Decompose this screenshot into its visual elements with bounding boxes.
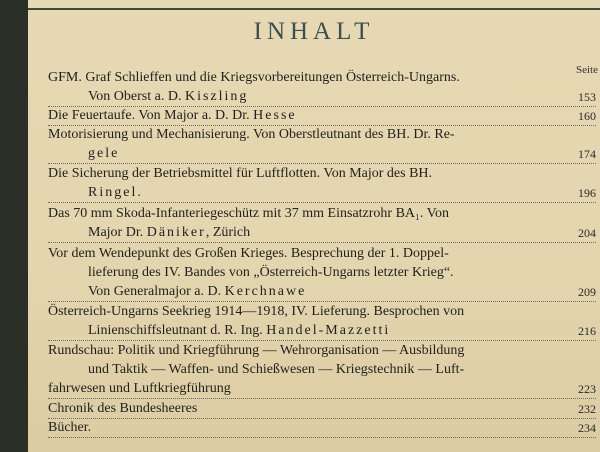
author-name: Hesse: [253, 108, 297, 123]
toc-entry[interactable]: [48, 244, 596, 302]
toc-entry[interactable]: [48, 302, 596, 341]
toc-page-number: 234: [578, 421, 596, 435]
toc-entry[interactable]: [48, 341, 596, 399]
toc-entry-line: Die Sicherung der Betriebsmittel für Luftflotten. Von Major des BH.: [48, 166, 433, 181]
toc-entry-line: Das 70 mm Skoda-Infanteriegeschütz mit 37 mm Einsatzrohr BA₁. Von: [48, 206, 449, 221]
toc-entry[interactable]: [48, 399, 596, 419]
toc-page-number: 223: [578, 382, 596, 396]
toc-entry-line: Ringel.: [88, 185, 141, 200]
author-name: Ringel: [88, 185, 138, 200]
toc-entry-line: Motorisierung und Mechanisierung. Von Oberstleutnant des BH. Dr. Re-: [48, 127, 455, 142]
toc-entry-line: Linienschiffsleutnant d. R. Ing. Handel-Mazzetti: [88, 323, 391, 338]
toc-page-number: 232: [578, 402, 596, 416]
toc-entry-line: Österreich-Ungarns Seekrieg 1914—1918, IV. Lieferung. Besprochen von: [48, 304, 465, 319]
toc-entry-line: Bücher.: [48, 420, 92, 435]
author-name: Kerchnawe: [224, 284, 307, 299]
author-name: Däniker: [146, 225, 206, 240]
page-column-header: Seite: [576, 64, 598, 76]
toc-entry[interactable]: [48, 204, 596, 243]
table-of-contents: [28, 0, 600, 452]
toc-entry[interactable]: [48, 164, 596, 203]
author-name: gele: [88, 146, 120, 161]
toc-entry-line: lieferung des IV. Bandes von „Österreich-Ungarns letzter Krieg“.: [88, 265, 454, 280]
author-name: Handel-Mazzetti: [266, 323, 391, 338]
toc-entry-line: Die Feuertaufe. Von Major a. D. Dr. Hesse: [48, 108, 297, 123]
book-page: [28, 0, 600, 452]
toc-entry[interactable]: [48, 68, 596, 107]
toc-page-number: 209: [578, 285, 596, 299]
toc-entry-line: fahrwesen und Luftkriegführung: [48, 381, 231, 396]
toc-entry-line: Major Dr. Däniker, Zürich: [88, 225, 251, 240]
page-title: INHALT: [253, 18, 375, 45]
toc-entry-line: Chronik des Bundesheeres: [48, 401, 198, 416]
toc-entry[interactable]: [48, 418, 596, 438]
toc-entry[interactable]: [48, 106, 596, 126]
toc-page-number: 153: [578, 90, 596, 104]
toc-page-number: 216: [578, 324, 596, 338]
author-name: Kiszling: [184, 89, 249, 104]
toc-entry-line: Von Oberst a. D. Kiszling: [88, 89, 249, 104]
toc-entry[interactable]: [48, 125, 596, 164]
toc-entry-line: und Taktik — Waffen- und Schießwesen — Kriegstechnik — Luft-: [88, 362, 465, 377]
toc-page-number: 196: [578, 186, 596, 200]
toc-page-number: 204: [578, 226, 596, 240]
toc-page-number: 160: [578, 109, 596, 123]
toc-entry-line: Vor dem Wendepunkt des Großen Krieges. Besprechung der 1. Doppel-: [48, 246, 449, 261]
toc-entry-line: Von Generalmajor a. D. Kerchnawe: [88, 284, 307, 299]
toc-entry-line: [48, 144, 596, 163]
toc-entry-line: Rundschau: Politik und Kriegführung — Wehrorganisation — Ausbildung: [48, 343, 465, 358]
toc-page-number: 174: [578, 147, 596, 161]
toc-entry-line: GFM. Graf Schlieffen und die Kriegsvorbereitungen Österreich-Ungarns.: [48, 70, 460, 85]
